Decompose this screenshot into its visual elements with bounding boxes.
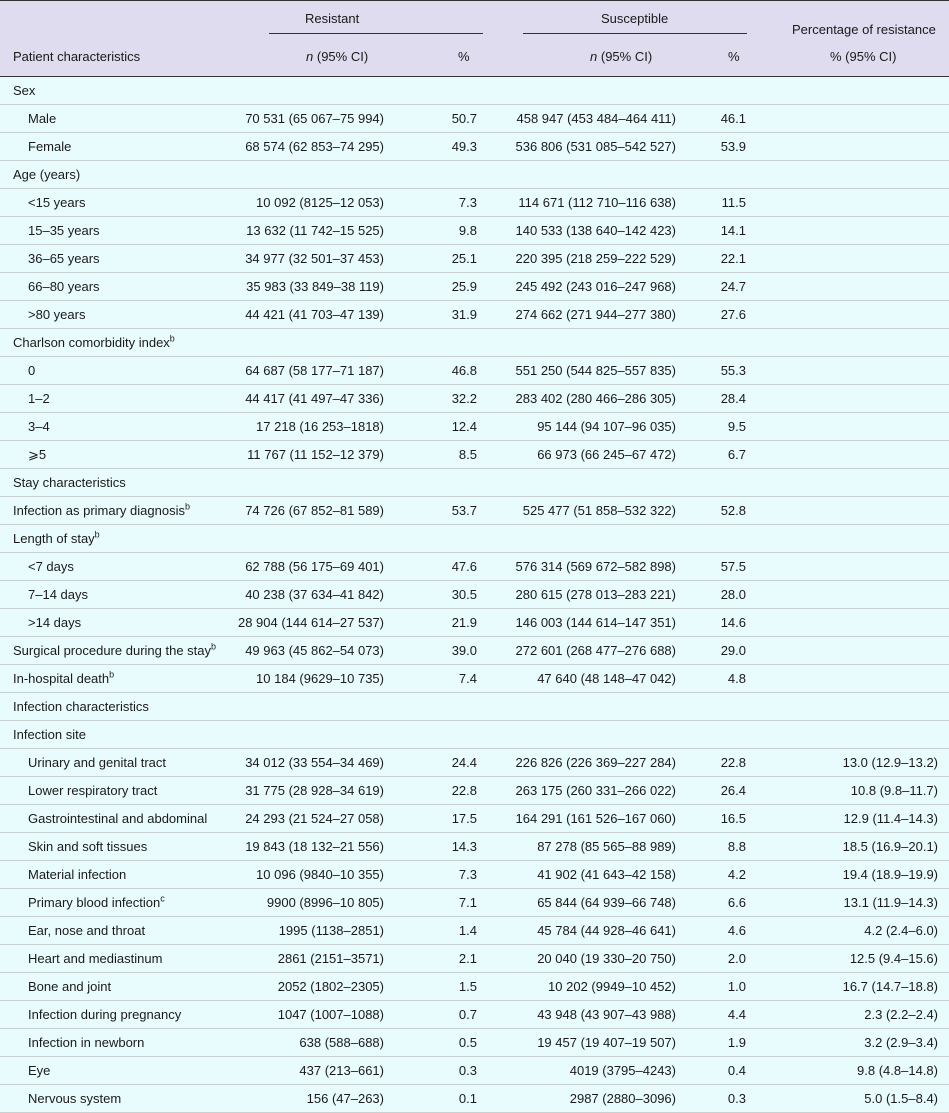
table-row xyxy=(0,805,949,833)
table-row xyxy=(0,637,949,665)
cell-resistant-pct: 49.3 xyxy=(451,139,477,154)
cell-resistant-n: 638 (588–688) xyxy=(299,1035,384,1050)
table-row xyxy=(0,693,949,721)
row-label: Male xyxy=(28,111,57,126)
cell-resistant-n: 64 687 (58 177–71 187) xyxy=(245,363,384,378)
cell-susceptible-n: 525 477 (51 858–532 322) xyxy=(522,503,676,518)
row-label: Charlson comorbidity index$^b$ xyxy=(13,333,175,350)
table-row xyxy=(0,553,949,581)
cell-resistant-n: 62 788 (56 175–69 401) xyxy=(245,559,384,574)
cell-susceptible-n: 2987 (2880–3096) xyxy=(569,1091,676,1106)
row-footnote: c xyxy=(160,893,165,904)
table-row xyxy=(0,777,949,805)
cell-resistant-n: 44 417 (41 497–47 336) xyxy=(245,391,384,406)
header-ci: (95% CI) xyxy=(316,49,369,64)
cell-susceptible-pct: 28.0 xyxy=(720,587,746,602)
cell-susceptible-n: 10 202 (9949–10 452) xyxy=(548,979,676,994)
cell-susceptible-pct: 1.9 xyxy=(727,1035,746,1050)
row-label: Gastrointestinal and abdominal xyxy=(28,811,208,826)
cell-susceptible-pct: 11.5 xyxy=(721,195,746,210)
header-rule-susceptible xyxy=(523,33,747,34)
cell-resistant-pct: 7.3 xyxy=(458,867,477,882)
cell-susceptible-n: 458 947 (453 484–464 411) xyxy=(516,111,676,126)
cell-resistant-pct: 17.5 xyxy=(451,811,477,826)
table-row xyxy=(0,609,949,637)
cell-resistance-pct: 12.5 (9.4–15.6) xyxy=(849,951,938,966)
cell-resistance-pct: 18.5 (16.9–20.1) xyxy=(842,839,938,854)
cell-resistant-pct: 22.8 xyxy=(451,783,477,798)
row-footnote: b xyxy=(109,669,115,680)
cell-susceptible-pct: 0.4 xyxy=(727,1063,746,1078)
cell-susceptible-n: 47 640 (48 148–47 042) xyxy=(537,671,676,686)
row-label: Nervous system xyxy=(28,1091,122,1106)
row-label: 66–80 years xyxy=(28,279,100,294)
cell-resistance-pct: 3.2 (2.9–3.4) xyxy=(864,1035,938,1050)
row-label: 3–4 xyxy=(28,419,50,434)
cell-susceptible-n: 66 973 (66 245–67 472) xyxy=(537,447,676,462)
cell-resistant-pct: 14.3 xyxy=(451,839,477,854)
cell-susceptible-pct: 27.6 xyxy=(720,307,746,322)
table-row xyxy=(0,973,949,1001)
row-label: Sex xyxy=(13,83,36,98)
table-row xyxy=(0,133,949,161)
cell-resistant-n: 13 632 (11 742–15 525) xyxy=(246,223,384,238)
table-body xyxy=(0,76,949,1113)
table-row xyxy=(0,945,949,973)
row-footnote: b xyxy=(184,501,190,512)
table-row xyxy=(0,917,949,945)
cell-resistant-pct: 50.7 xyxy=(451,111,477,126)
cell-resistance-pct: 5.0 (1.5–8.4) xyxy=(864,1091,938,1106)
header-susceptible-n xyxy=(590,49,652,64)
cell-resistant-n: 10 092 (8125–12 053) xyxy=(256,195,384,210)
cell-resistance-pct: 4.2 (2.4–6.0) xyxy=(864,923,938,938)
row-label: In-hospital death$^b$ xyxy=(13,669,115,686)
table-row xyxy=(0,385,949,413)
cell-susceptible-pct: 2.0 xyxy=(727,951,746,966)
row-label: Material infection xyxy=(28,867,127,882)
cell-susceptible-pct: 57.5 xyxy=(720,559,746,574)
cell-resistance-pct: 10.8 (9.8–11.7) xyxy=(850,783,938,798)
header-res-pct-ci: % (95% CI) xyxy=(830,49,897,64)
cell-susceptible-n: 283 402 (280 466–286 305) xyxy=(515,391,676,406)
cell-susceptible-pct: 4.2 xyxy=(727,867,746,882)
cell-susceptible-pct: 22.1 xyxy=(720,251,746,266)
cell-susceptible-pct: 46.1 xyxy=(720,111,746,126)
cell-resistance-pct: 9.8 (4.8–14.8) xyxy=(857,1063,938,1078)
cell-susceptible-pct: 4.8 xyxy=(727,671,746,686)
table-row xyxy=(0,77,949,105)
cell-susceptible-n: 87 278 (85 565–88 989) xyxy=(537,839,676,854)
cell-susceptible-n: 220 395 (218 259–222 529) xyxy=(515,251,676,266)
cell-susceptible-pct: 4.4 xyxy=(727,1007,746,1022)
cell-susceptible-n: 114 671 (112 710–116 638) xyxy=(518,195,676,210)
cell-susceptible-pct: 28.4 xyxy=(720,391,746,406)
table-row xyxy=(0,497,949,525)
table-header xyxy=(0,0,949,77)
cell-resistant-n: 2861 (2151–3571) xyxy=(277,951,384,966)
cell-resistant-pct: 8.5 xyxy=(458,447,477,462)
table-row xyxy=(0,217,949,245)
row-label: Infection site xyxy=(13,727,86,742)
cell-resistant-pct: 21.9 xyxy=(451,615,477,630)
header-patient: Patient characteristics xyxy=(13,49,141,64)
table-row xyxy=(0,329,949,357)
cell-susceptible-pct: 8.8 xyxy=(727,839,746,854)
cell-susceptible-n: 95 144 (94 107–96 035) xyxy=(537,419,676,434)
cell-resistant-pct: 7.3 xyxy=(458,195,477,210)
cell-susceptible-pct: 22.8 xyxy=(720,755,746,770)
table-row xyxy=(0,1001,949,1029)
cell-susceptible-n: 274 662 (271 944–277 380) xyxy=(515,307,676,322)
cell-resistant-n: 156 (47–263) xyxy=(306,1091,384,1106)
row-label: >14 days xyxy=(28,615,82,630)
table-row xyxy=(0,861,949,889)
table-row xyxy=(0,441,949,469)
header-ci: (95% CI) xyxy=(600,49,653,64)
cell-susceptible-n: 245 492 (243 016–247 968) xyxy=(515,279,676,294)
cell-resistant-pct: 39.0 xyxy=(451,643,477,658)
cell-susceptible-pct: 29.0 xyxy=(720,643,746,658)
cell-susceptible-n: 19 457 (19 407–19 507) xyxy=(537,1035,676,1050)
cell-susceptible-pct: 9.5 xyxy=(727,419,746,434)
cell-resistant-pct: 1.4 xyxy=(458,923,477,938)
cell-susceptible-pct: 0.3 xyxy=(727,1091,746,1106)
cell-susceptible-pct: 14.1 xyxy=(720,223,746,238)
header-n-italic: n xyxy=(306,49,314,64)
cell-susceptible-n: 226 826 (226 369–227 284) xyxy=(515,755,676,770)
table-row xyxy=(0,301,949,329)
table-row xyxy=(0,105,949,133)
row-label: Bone and joint xyxy=(28,979,112,994)
cell-resistance-pct: 12.9 (11.4–14.3) xyxy=(843,811,938,826)
row-label: <7 days xyxy=(28,559,74,574)
row-label: Skin and soft tissues xyxy=(28,839,148,854)
cell-resistant-n: 1047 (1007–1088) xyxy=(277,1007,384,1022)
row-label: Ear, nose and throat xyxy=(28,923,146,938)
row-label: 0 xyxy=(28,363,36,378)
cell-resistant-pct: 0.5 xyxy=(458,1035,477,1050)
row-label: Length of stay$^b$ xyxy=(13,529,100,546)
cell-resistance-pct: 19.4 (18.9–19.9) xyxy=(842,867,938,882)
cell-susceptible-n: 45 784 (44 928–46 641) xyxy=(537,923,676,938)
table-row xyxy=(0,721,949,749)
row-label: 1–2 xyxy=(28,391,50,406)
row-label: Infection in newborn xyxy=(28,1035,145,1050)
cell-susceptible-pct: 55.3 xyxy=(720,363,746,378)
cell-resistant-n: 70 531 (65 067–75 994) xyxy=(245,111,384,126)
cell-resistant-pct: 25.1 xyxy=(451,251,477,266)
cell-resistant-pct: 46.8 xyxy=(451,363,477,378)
cell-resistant-n: 10 184 (9629–10 735) xyxy=(256,671,384,686)
cell-resistant-n: 35 983 (33 849–38 119) xyxy=(246,279,384,294)
row-label: Infection characteristics xyxy=(13,699,149,714)
header-resistant-pct: % xyxy=(458,49,470,64)
row-label: 15–35 years xyxy=(28,223,100,238)
row-footnote: b xyxy=(211,641,217,652)
cell-susceptible-n: 65 844 (64 939–66 748) xyxy=(537,895,676,910)
table-row xyxy=(0,581,949,609)
header-susceptible-pct: % xyxy=(728,49,740,64)
cell-resistant-pct: 7.1 xyxy=(458,895,477,910)
row-label: Stay characteristics xyxy=(13,475,126,490)
cell-resistant-n: 11 767 (11 152–12 379) xyxy=(247,447,384,462)
table-row xyxy=(0,889,949,917)
cell-susceptible-n: 140 533 (138 640–142 423) xyxy=(515,223,676,238)
table-row xyxy=(0,469,949,497)
cell-resistant-pct: 25.9 xyxy=(451,279,477,294)
row-label: 36–65 years xyxy=(28,251,100,266)
cell-resistant-n: 34 977 (32 501–37 453) xyxy=(245,251,384,266)
table-row xyxy=(0,161,949,189)
row-label: Infection during pregnancy xyxy=(28,1007,182,1022)
row-label: Lower respiratory tract xyxy=(28,783,158,798)
cell-resistance-pct: 16.7 (14.7–18.8) xyxy=(842,979,938,994)
cell-resistant-pct: 47.6 xyxy=(451,559,477,574)
cell-resistant-n: 44 421 (41 703–47 139) xyxy=(245,307,384,322)
row-label: >80 years xyxy=(28,307,86,322)
table-row xyxy=(0,525,949,553)
cell-susceptible-pct: 4.6 xyxy=(727,923,746,938)
cell-resistant-pct: 24.4 xyxy=(451,755,477,770)
table-row xyxy=(0,833,949,861)
table-row xyxy=(0,273,949,301)
cell-resistant-pct: 7.4 xyxy=(458,671,477,686)
cell-resistant-pct: 53.7 xyxy=(451,503,477,518)
cell-susceptible-n: 4019 (3795–4243) xyxy=(569,1063,676,1078)
cell-susceptible-n: 576 314 (569 672–582 898) xyxy=(515,559,676,574)
header-rule-resistant xyxy=(269,33,483,34)
cell-resistant-pct: 12.4 xyxy=(451,419,477,434)
row-label: <15 years xyxy=(28,195,86,210)
cell-susceptible-pct: 52.8 xyxy=(720,503,746,518)
row-label: Surgical procedure during the stay$^b$ xyxy=(13,641,217,658)
row-label: 7–14 days xyxy=(28,587,88,602)
table-row xyxy=(0,413,949,441)
cell-susceptible-pct: 1.0 xyxy=(727,979,746,994)
cell-susceptible-pct: 16.5 xyxy=(720,811,746,826)
header-resistant: Resistant xyxy=(305,11,360,26)
cell-resistant-pct: 32.2 xyxy=(451,391,477,406)
cell-resistance-pct: 13.0 (12.9–13.2) xyxy=(842,755,938,770)
cell-resistant-n: 2052 (1802–2305) xyxy=(277,979,384,994)
cell-susceptible-n: 551 250 (544 825–557 835) xyxy=(515,363,676,378)
cell-susceptible-n: 263 175 (260 331–266 022) xyxy=(515,783,676,798)
cell-resistant-n: 17 218 (16 253–1818) xyxy=(256,419,384,434)
cell-susceptible-pct: 14.6 xyxy=(720,615,746,630)
table-row xyxy=(0,189,949,217)
cell-susceptible-n: 164 291 (161 526–167 060) xyxy=(515,811,676,826)
cell-resistant-pct: 1.5 xyxy=(458,979,477,994)
cell-resistant-n: 10 096 (9840–10 355) xyxy=(256,867,384,882)
row-label: ⩾5 xyxy=(28,447,47,462)
cell-resistant-pct: 0.7 xyxy=(458,1007,477,1022)
cell-susceptible-n: 272 601 (268 477–276 688) xyxy=(515,643,676,658)
cell-resistant-pct: 0.3 xyxy=(458,1063,477,1078)
cell-susceptible-pct: 6.7 xyxy=(727,447,746,462)
cell-susceptible-n: 20 040 (19 330–20 750) xyxy=(537,951,676,966)
cell-resistance-pct: 2.3 (2.2–2.4) xyxy=(864,1007,938,1022)
table-row xyxy=(0,245,949,273)
table-row xyxy=(0,1029,949,1057)
cell-susceptible-n: 146 003 (144 614–147 351) xyxy=(515,615,676,630)
cell-resistant-n: 34 012 (33 554–34 469) xyxy=(245,755,384,770)
row-label: Age (years) xyxy=(13,167,81,182)
cell-resistant-pct: 9.8 xyxy=(458,223,477,238)
cell-susceptible-pct: 24.7 xyxy=(720,279,746,294)
cell-resistant-pct: 30.5 xyxy=(451,587,477,602)
row-footnote: b xyxy=(94,529,100,540)
cell-susceptible-n: 536 806 (531 085–542 527) xyxy=(515,139,676,154)
header-susceptible: Susceptible xyxy=(601,11,669,26)
row-label: Heart and mediastinum xyxy=(28,951,163,966)
cell-resistant-n: 40 238 (37 634–41 842) xyxy=(245,587,384,602)
table-row xyxy=(0,665,949,693)
header-percentage: Percentage of resistance xyxy=(792,22,936,37)
cell-resistant-n: 1995 (1138–2851) xyxy=(278,923,384,938)
row-label: Primary blood infection$^c$ xyxy=(28,893,165,910)
header-resistant-n xyxy=(306,49,368,64)
cell-resistant-n: 49 963 (45 862–54 073) xyxy=(245,643,384,658)
cell-susceptible-pct: 6.6 xyxy=(727,895,746,910)
table-row xyxy=(0,1057,949,1085)
cell-susceptible-n: 41 902 (41 643–42 158) xyxy=(537,867,676,882)
cell-resistant-pct: 2.1 xyxy=(458,951,477,966)
cell-resistant-pct: 31.9 xyxy=(451,307,477,322)
cell-susceptible-n: 43 948 (43 907–43 988) xyxy=(537,1007,676,1022)
row-label: Female xyxy=(28,139,72,154)
row-footnote: b xyxy=(169,333,175,344)
cell-resistant-n: 437 (213–661) xyxy=(299,1063,384,1078)
cell-susceptible-pct: 26.4 xyxy=(720,783,746,798)
table-row xyxy=(0,1085,949,1113)
cell-resistance-pct: 13.1 (11.9–14.3) xyxy=(843,895,938,910)
cell-resistant-n: 24 293 (21 524–27 058) xyxy=(245,811,384,826)
header-n-italic: n xyxy=(590,49,598,64)
row-label: Infection as primary diagnosis$^b$ xyxy=(13,501,190,518)
cell-susceptible-n: 280 615 (278 013–283 221) xyxy=(515,587,676,602)
row-label: Eye xyxy=(28,1063,51,1078)
cell-resistant-n: 31 775 (28 928–34 619) xyxy=(245,783,384,798)
cell-resistant-n: 9900 (8996–10 805) xyxy=(266,895,384,910)
cell-resistant-n: 19 843 (18 132–21 556) xyxy=(245,839,384,854)
row-label: Urinary and genital tract xyxy=(28,755,167,770)
table-row xyxy=(0,357,949,385)
cell-resistant-n: 74 726 (67 852–81 589) xyxy=(245,503,384,518)
table-row xyxy=(0,749,949,777)
cell-resistant-n: 68 574 (62 853–74 295) xyxy=(245,139,384,154)
cell-resistant-pct: 0.1 xyxy=(458,1091,477,1106)
cell-resistant-n: 28 904 (144 614–27 537) xyxy=(237,615,384,630)
cell-susceptible-pct: 53.9 xyxy=(720,139,746,154)
